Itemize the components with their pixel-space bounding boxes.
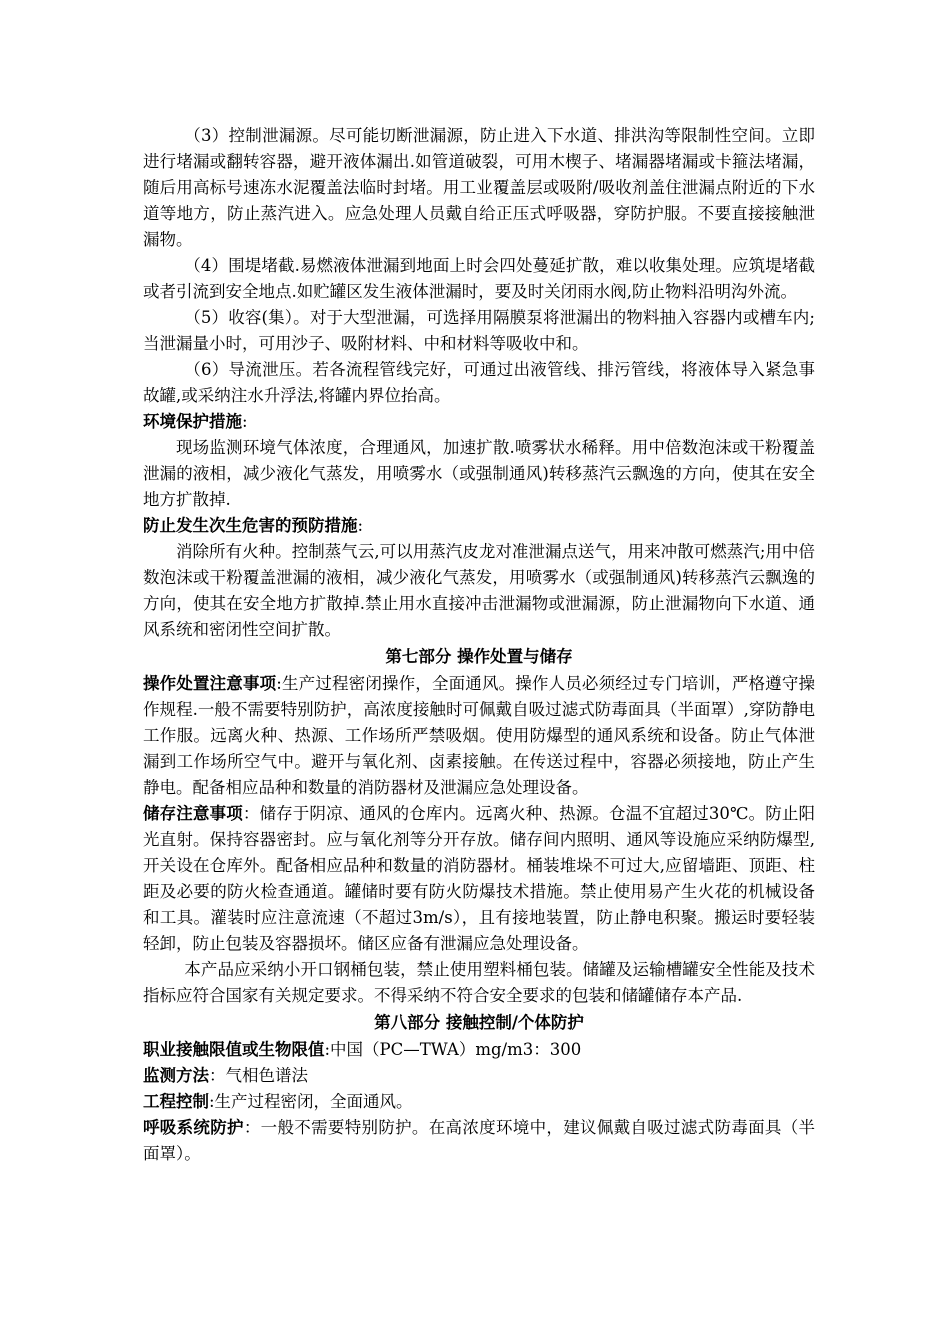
exposure-limit-value: :中国（PC—TWA）mg/m3：300 (324, 1040, 582, 1059)
env-protection-heading: 环境保护措施 (143, 412, 242, 431)
respiratory-protection-label: 呼吸系统防护 (143, 1118, 244, 1137)
secondary-hazard-heading-line (143, 513, 815, 539)
secondary-hazard-paragraph: 消除所有火种。控制蒸气云,可以用蒸汽皮龙对准泄漏点送气，用来冲散可燃蒸汽;用中倍数泡沫或干粉覆盖泄漏的液相，减少液化气蒸发，用喷雾水（或强制通风)转移蒸汽云飘逸的方向，使其在安全地方扩散掉.禁止用水直接冲击泄漏物或泄漏源，防止泄漏物向下水道、通风系统和密闭性空间扩散。 (143, 542, 815, 639)
handling-text: :生产过程密闭操作，全面通风。操作人员必须经过专门培训，严格遵守操作规程.一般不需要特别防护，高浓度接触时可佩戴自吸过滤式防毒面具（半面罩）,穿防静电工作服。远离火种、热源、工作场所严禁吸烟。使用防爆型的通风系统和设备。防止气体泄漏到工作场所空气中。避开与氧化剂、卤素接触。在传送过程中，容器必须接地，防止产生静电。配备相应品种和数量的消防器材及泄漏应急处理设备。 (143, 674, 816, 797)
handling-paragraph (143, 671, 815, 801)
engineering-control-line (143, 1089, 815, 1115)
engineering-control-value: :生产过程密闭，全面通风。 (209, 1092, 413, 1111)
env-protection-heading-line (143, 409, 815, 435)
document-body (143, 123, 815, 1167)
storage-label: 储存注意事项 (143, 804, 243, 823)
diversion-paragraph: （6）导流泄压。若各流程管线完好，可通过出液管线、排污管线，将液体导入紧急事故罐,或采纳注水升浮法,将罐内界位抬高。 (143, 360, 815, 405)
env-protection-paragraph: 现场监测环境气体浓度，合理通风，加速扩散.喷雾状水稀释。用中倍数泡沫或干粉覆盖泄漏的液相，减少液化气蒸发，用喷雾水（或强制通风)转移蒸汽云飘逸的方向，使其在安全地方扩散掉. (143, 438, 815, 509)
packaging-paragraph: 本产品应采纳小开口钢桶包装，禁止使用塑料桶包装。储罐及运输槽罐安全性能及技术指标应符合国家有关规定要求。不得采纳不符合安全要求的包装和储罐储存本产品. (143, 960, 815, 1005)
secondary-hazard-colon: : (357, 516, 364, 535)
engineering-control-label: 工程控制 (143, 1092, 209, 1111)
containment-paragraph: （5）收容(集）。对于大型泄漏，可选择用隔膜泵将泄漏出的物料抽入容器内或槽车内;当泄漏量小时，可用沙子、吸附材料、中和材料等吸收中和。 (143, 308, 815, 353)
monitoring-method-line (143, 1063, 815, 1089)
env-protection-colon: : (242, 412, 248, 431)
section-8-title: 第八部分 接触控制/个体防护 (374, 1013, 584, 1032)
monitoring-method-label: 监测方法 (143, 1066, 209, 1085)
storage-paragraph (143, 801, 815, 957)
monitoring-method-value: ：气相色谱法 (209, 1066, 308, 1085)
respiratory-protection-text: ：一般不需要特别防护。在高浓度环境中，建议佩戴自吸过滤式防毒面具（半面罩）。 (143, 1118, 816, 1163)
exposure-limit-line (143, 1037, 815, 1063)
exposure-limit-label: 职业接触限值或生物限值 (143, 1040, 325, 1059)
secondary-hazard-heading: 防止发生次生危害的预防措施 (143, 516, 358, 535)
respiratory-protection-paragraph (143, 1115, 815, 1167)
storage-text: ：储存于阴凉、通风的仓库内。远离火种、热源。仓温不宜超过30℃。防止阳光直射。保持容器密封。应与氧化剂等分开存放。储存间内照明、通风等设施应采纳防爆型,开关设在仓库外。配备相应品种和数量的消防器材。桶装堆垛不可过大,应留墙距、顶距、柱距及必要的防火检查通道。罐储时要有防火防爆技术措施。禁止使用易产生火花的机械设备和工具。灌装时应注意流速（不超过3m/s），且有接地装置，防止静电积聚。搬运时要轻装轻卸，防止包装及容器损坏。储区应备有泄漏应急处理设备。 (143, 804, 815, 953)
dike-paragraph: （4）围堤堵截.易燃液体泄漏到地面上时会四处蔓延扩散，难以收集处理。应筑堤堵截或者引流到安全地点.如贮罐区发生液体泄漏时，要及时关闭雨水阀,防止物料沿明沟外流。 (143, 256, 815, 301)
section-7-title: 第七部分 操作处置与储存 (385, 647, 573, 666)
handling-label: 操作处置注意事项 (143, 674, 277, 693)
leak-control-paragraph: （3）控制泄漏源。尽可能切断泄漏源，防止进入下水道、排洪沟等限制性空间。立即进行堵漏或翻转容器，避开液体漏出.如管道破裂，可用木楔子、堵漏器堵漏或卡箍法堵漏，随后用高标号速冻水泥覆盖法临时封堵。用工业覆盖层或吸附/吸收剂盖住泄漏点附近的下水道等地方，防止蒸汽进入。应急处理人员戴自给正压式呼吸器，穿防护服。不要直接接触泄漏物。 (143, 126, 815, 249)
